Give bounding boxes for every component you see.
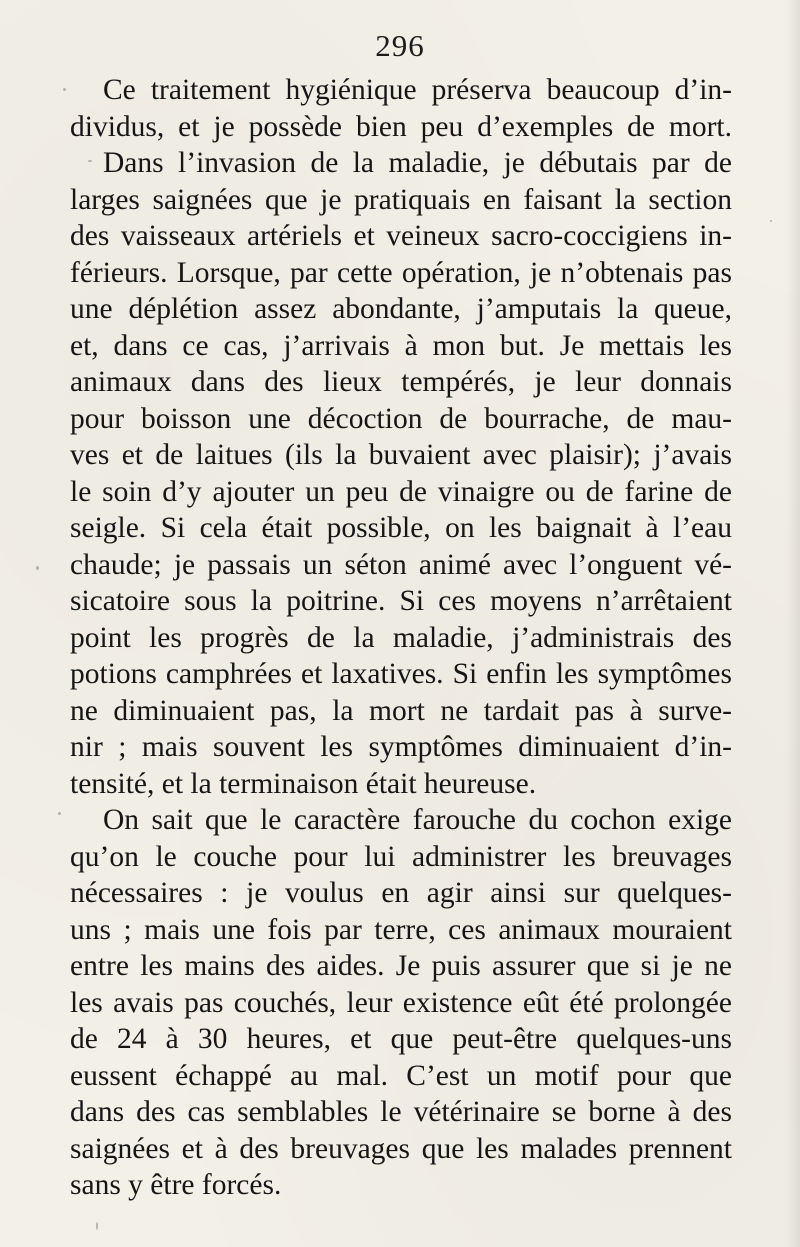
text-line: férieurs. Lorsque, par cette opération, je n’obtenais pas [70, 256, 732, 289]
text-line: chaude; je passais un séton animé avec l’onguent vé- [70, 548, 732, 581]
text-line: dans des cas semblables le vétérinaire se borne à des [70, 1096, 732, 1128]
text-line: et, dans ce cas, j’arrivais à mon but. Je mettais les [70, 329, 732, 362]
text-line: de 24 à 30 heures, et que peut-être quelques-uns [70, 1023, 732, 1055]
page-edge-shadow [786, 0, 800, 1247]
scan-speck [96, 1222, 98, 1230]
text-line: uns ; mais une fois par terre, ces animaux mouraient [70, 913, 732, 946]
text-line: ne diminuaient pas, la mort ne tardait pas à surve- [70, 694, 732, 727]
text-line: sicatoire sous la poitrine. Si ces moyens n’arrêtaient [70, 585, 732, 617]
text-line: Dans l’invasion de la maladie, je débutais par de [103, 147, 732, 179]
text-line: nir ; mais souvent les symptômes diminuaient d’in- [70, 731, 732, 763]
page-number: 296 [375, 28, 425, 63]
text-line: larges saignées que je pratiquais en faisant la section [70, 183, 732, 216]
text-line: tensité, et la terminaison était heureuse. [70, 767, 537, 800]
text-line: point les progrès de la maladie, j’administrais des [70, 621, 732, 654]
text-line: animaux dans des lieux tempérés, je leur donnais [70, 366, 732, 398]
text-line: pour boisson une décoction de bourrache, de mau- [70, 402, 732, 435]
text-line: dividus, et je possède bien peu d’exemples de mort. [70, 110, 732, 143]
text-line: seigle. Si cela était possible, on les baignait à l’eau [70, 512, 732, 544]
text-line: qu’on le couche pour lui administrer les breuvages [70, 840, 732, 873]
scan-speck [36, 566, 39, 570]
text-line: nécessaires : je voulus en agir ainsi sur quelques- [70, 877, 732, 909]
text-line: des vaisseaux artériels et veineux sacro-coccigiens in- [70, 220, 732, 252]
text-line: entre les mains des aides. Je puis assurer que si je ne [70, 950, 732, 982]
scan-speck [88, 160, 92, 162]
text-line: une déplétion assez abondante, j’amputais la queue, [70, 293, 732, 325]
text-line: saignées et à des breuvages que les malades prennent [70, 1132, 732, 1165]
scan-speck [63, 88, 66, 91]
text-line: Ce traitement hygiénique préserva beaucoup d’in- [103, 74, 732, 106]
scan-speck [770, 220, 772, 222]
text-line: sans y être forcés. [70, 1169, 282, 1201]
paragraph [70, 145, 732, 802]
paragraph [70, 72, 732, 145]
text-line: eussent échappé au mal. C’est un motif pour que [70, 1059, 732, 1092]
text-line: le soin d’y ajouter un peu de vinaigre ou de farine de [70, 475, 732, 508]
text-line: les avais pas couchés, leur existence eût été prolongée [70, 986, 732, 1019]
text-line: potions camphrées et laxatives. Si enfin les symptômes [70, 658, 732, 690]
scan-speck [58, 812, 61, 815]
text-line: ves et de laitues (ils la buvaient avec plaisir); j’avais [70, 439, 732, 471]
text-line: On sait que le caractère farouche du cochon exige [103, 804, 732, 836]
page-body [70, 72, 732, 1204]
paragraph [70, 802, 732, 1204]
